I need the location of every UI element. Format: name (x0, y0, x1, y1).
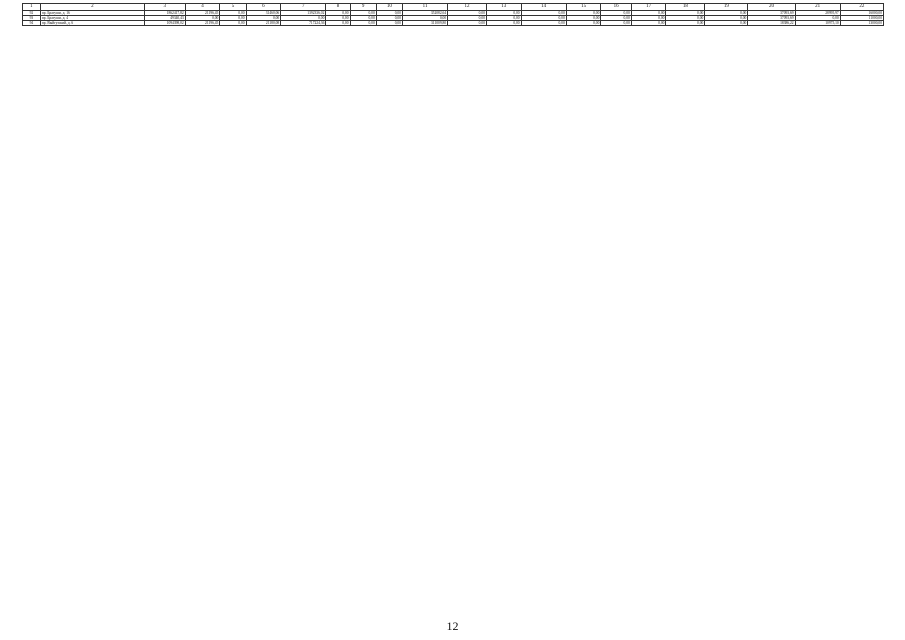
value-cell: 0,00 (666, 11, 705, 16)
column-number-header: 22 (840, 4, 883, 11)
value-cell: 49340,43 (144, 16, 185, 21)
value-cell: 37093,69 (748, 16, 795, 21)
value-cell: 28995,97 (795, 11, 840, 16)
value-cell: 16000,00 (840, 11, 883, 16)
column-number-header: 12 (448, 4, 487, 11)
column-number-header: 13 (486, 4, 521, 11)
value-cell: 0,00 (566, 16, 601, 21)
value-cell: 0,00 (521, 21, 566, 26)
value-cell: 0,00 (486, 16, 521, 21)
value-cell: 352082,64 (402, 11, 447, 16)
value-cell: 0,00 (666, 21, 705, 26)
value-cell: 0,00 (376, 16, 402, 21)
value-cell: 0,00 (486, 11, 521, 16)
row-number-cell: 93 (23, 16, 41, 21)
value-cell: 0,00 (566, 21, 601, 26)
value-cell: 0,00 (705, 16, 748, 21)
value-cell: 0,00 (220, 11, 246, 16)
value-cell: 0,00 (402, 16, 447, 21)
value-cell: 0,00 (705, 11, 748, 16)
column-number-header: 17 (631, 4, 666, 11)
row-number-cell: 94 (23, 21, 41, 26)
spreadsheet (22, 3, 884, 26)
value-cell: 0,00 (666, 16, 705, 21)
value-cell: 311009,80 (402, 21, 447, 26)
value-cell: 717224,36 (281, 21, 326, 26)
value-cell: 13000,00 (840, 21, 883, 26)
column-number-header: 5 (220, 4, 246, 11)
value-cell: 1094398,02 (144, 21, 185, 26)
column-number-header: 10 (376, 4, 402, 11)
value-cell: 0,00 (521, 16, 566, 21)
value-cell: 0,00 (601, 16, 631, 21)
column-number-header: 2 (40, 4, 144, 11)
value-cell: 0,00 (350, 11, 376, 16)
value-cell: 21196,45 (185, 11, 220, 16)
value-cell: 0,00 (376, 11, 402, 16)
address-cell: пр. Брагуши, д. 16 (40, 11, 144, 16)
column-number-header: 19 (705, 4, 748, 11)
value-cell: 0,00 (631, 21, 666, 26)
address-cell: пр. Брагуши, д. 4 (40, 16, 144, 21)
value-cell: 0,00 (246, 16, 281, 21)
value-cell: 0,00 (281, 16, 326, 21)
value-cell: 37093,69 (748, 11, 795, 16)
column-number-header: 18 (666, 4, 705, 11)
value-cell: 0,00 (631, 16, 666, 21)
column-number-header: 21 (795, 4, 840, 11)
row-number-cell: 92 (23, 11, 41, 16)
column-number-header: 15 (566, 4, 601, 11)
column-number-header: 4 (185, 4, 220, 11)
column-number-row (23, 4, 884, 11)
value-cell: 0,00 (566, 11, 601, 16)
column-number-header: 14 (521, 4, 566, 11)
value-cell: 1862417,82 (144, 11, 185, 16)
column-number-header: 8 (326, 4, 350, 11)
address-cell: пр. Выйгузский, д. 6 (40, 21, 144, 26)
value-cell: 0,00 (448, 16, 487, 21)
value-cell: 0,00 (326, 21, 350, 26)
value-cell: 21180,08 (246, 21, 281, 26)
table-body (23, 11, 884, 26)
value-cell: 0,00 (486, 21, 521, 26)
value-cell: 1392336,02 (281, 11, 326, 16)
value-cell: 0,00 (326, 11, 350, 16)
column-number-header: 9 (350, 4, 376, 11)
table-row (23, 21, 884, 26)
column-number-header: 16 (601, 4, 631, 11)
value-cell: 0,00 (326, 16, 350, 21)
column-number-header: 3 (144, 4, 185, 11)
data-table (22, 3, 884, 26)
value-cell: 0,00 (601, 11, 631, 16)
column-number-header: 11 (402, 4, 447, 11)
value-cell: 0,00 (220, 21, 246, 26)
column-number-header: 1 (23, 4, 41, 11)
value-cell: 0,00 (521, 11, 566, 16)
value-cell: 0,00 (795, 16, 840, 21)
page-number: 12 (446, 619, 459, 633)
value-cell: 11000,00 (840, 16, 883, 21)
value-cell: 18386,22 (748, 21, 795, 26)
value-cell: 10975,10 (795, 21, 840, 26)
value-cell: 0,00 (220, 16, 246, 21)
value-cell: 0,00 (448, 11, 487, 16)
value-cell: 21196,45 (185, 21, 220, 26)
value-cell: 0,00 (705, 21, 748, 26)
column-number-header: 20 (748, 4, 795, 11)
value-cell: 0,00 (631, 11, 666, 16)
value-cell: 0,00 (185, 16, 220, 21)
value-cell: 0,00 (376, 21, 402, 26)
value-cell: 0,00 (601, 21, 631, 26)
column-number-header: 6 (246, 4, 281, 11)
value-cell: 0,00 (448, 21, 487, 26)
column-number-header: 7 (281, 4, 326, 11)
value-cell: 0,00 (350, 16, 376, 21)
value-cell: 0,00 (350, 21, 376, 26)
value-cell: 31460,06 (246, 11, 281, 16)
